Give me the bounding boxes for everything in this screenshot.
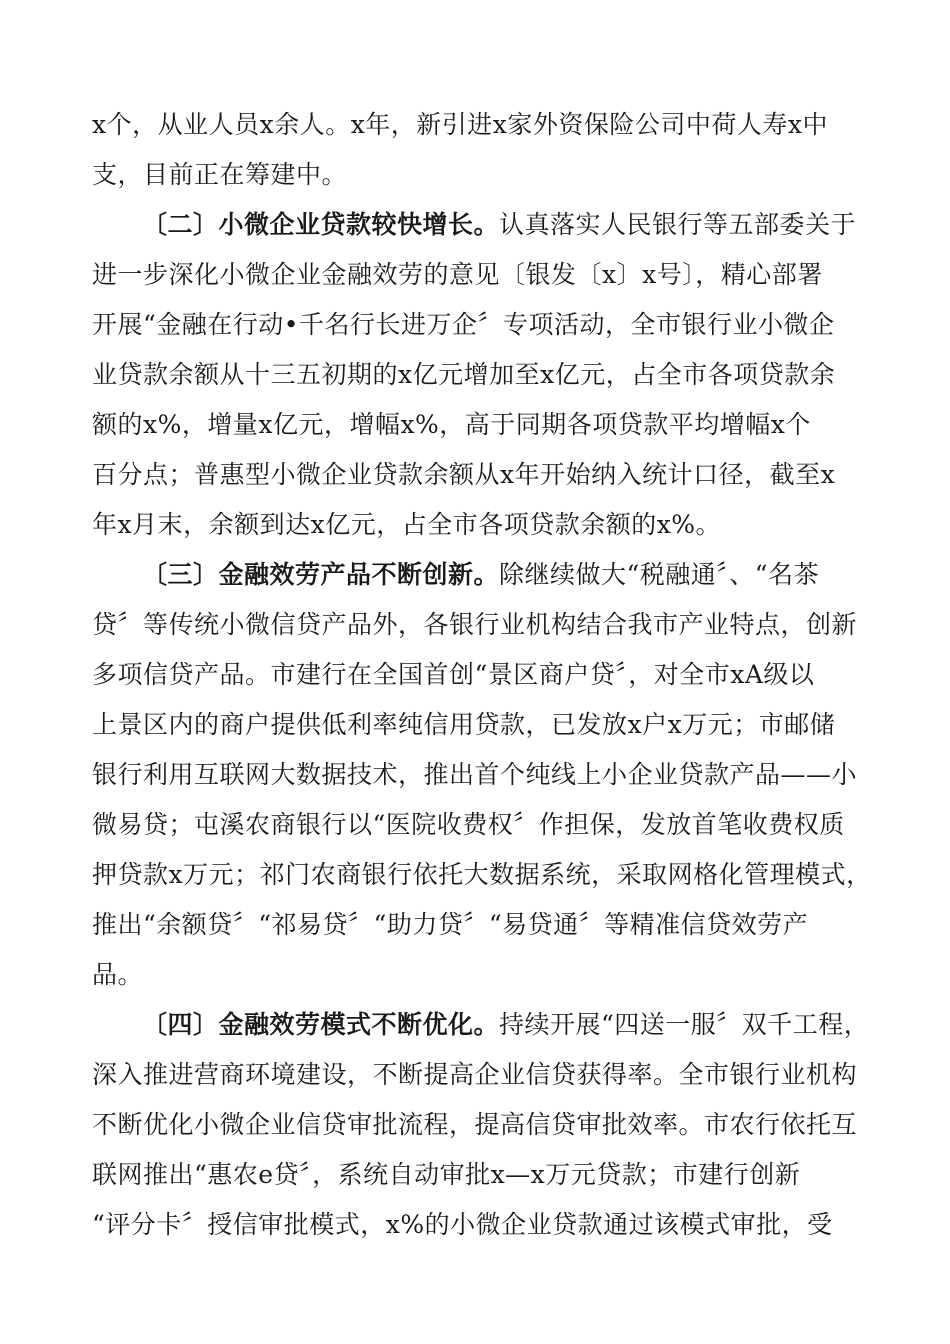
text-line: 上景区内的商户提供低利率纯信用贷款，已发放x户x万元；市邮储 xyxy=(92,710,836,739)
text-line: 微易贷；屯溪农商银行以“医院收费权〞作担保，发放首笔收费权质 xyxy=(92,810,845,839)
paragraph-first-line xyxy=(142,1010,870,1040)
text-line: 业贷款余额从十三五初期的x亿元增加至x亿元，占全市各项贷款余 xyxy=(92,360,836,389)
text-line: 联网推出“惠农e贷〞，系统自动审批x—x万元贷款；市建行创新 xyxy=(92,1160,801,1189)
text-line: 百分点；普惠型小微企业贷款余额从x年开始纳入统计口径，截至x xyxy=(92,460,836,489)
text-line: 深入推进营商环境建设，不断提高企业信贷获得率。全市银行业机构 xyxy=(92,1060,858,1089)
text-line: 开展“金融在行动•千名行长进万企〞专项活动，全市银行业小微企 xyxy=(92,310,835,339)
text-line: 额的x%，增量x亿元，增幅x%，高于同期各项贷款平均增幅x个 xyxy=(92,410,811,439)
text-line: 不断优化小微企业信贷审批流程，提高信贷审批效率。市农行依托互 xyxy=(92,1110,858,1139)
text-line: 推出“余额贷〞“祁易贷〞“助力贷〞“易贷通〞等精准信贷效劳产 xyxy=(92,910,809,939)
text-line: 支，目前正在筹建中。 xyxy=(92,160,348,189)
text-line: “评分卡〞授信审批模式，x%的小微企业贷款通过该模式审批，受 xyxy=(92,1210,833,1239)
section-heading: 〔四〕金融效劳模式不断优化。 xyxy=(142,1010,500,1039)
paragraph-first-line xyxy=(142,560,862,590)
section-heading: 〔二〕小微企业贷款较快增长。 xyxy=(142,210,500,239)
section-heading: 〔三〕金融效劳产品不断创新。 xyxy=(142,560,500,589)
text-line: 进一步深化小微企业金融效劳的意见〔银发〔x〕x号〕，精心部署 xyxy=(92,260,823,289)
paragraph-first-line xyxy=(142,210,862,240)
text-line: 贷〞等传统小微信贷产品外，各银行业机构结合我市产业特点，创新 xyxy=(92,610,858,639)
text-run: 持续开展“四送一服〞双千工程， xyxy=(499,1010,870,1039)
text-line: 品。 xyxy=(92,960,144,989)
text-line: 年x月末，余额到达x亿元，占全市各项贷款余额的x%。 xyxy=(92,510,722,539)
text-line: 多项信贷产品。市建行在全国首创“景区商户贷〞，对全市xA级以 xyxy=(92,660,815,689)
text-run: 除继续做大“税融通〞、“名茶 xyxy=(499,560,820,589)
text-line: x个，从业人员x余人。x年，新引进x家外资保险公司中荷人寿x中 xyxy=(92,110,828,139)
text-run: 认真落实人民银行等五部委关于 xyxy=(499,210,857,239)
text-line: 银行利用互联网大数据技术，推出首个纯线上小企业贷款产品——小 xyxy=(92,760,858,789)
text-line: 押贷款x万元；祁门农商银行依托大数据系统，采取网格化管理模式， xyxy=(92,860,872,889)
